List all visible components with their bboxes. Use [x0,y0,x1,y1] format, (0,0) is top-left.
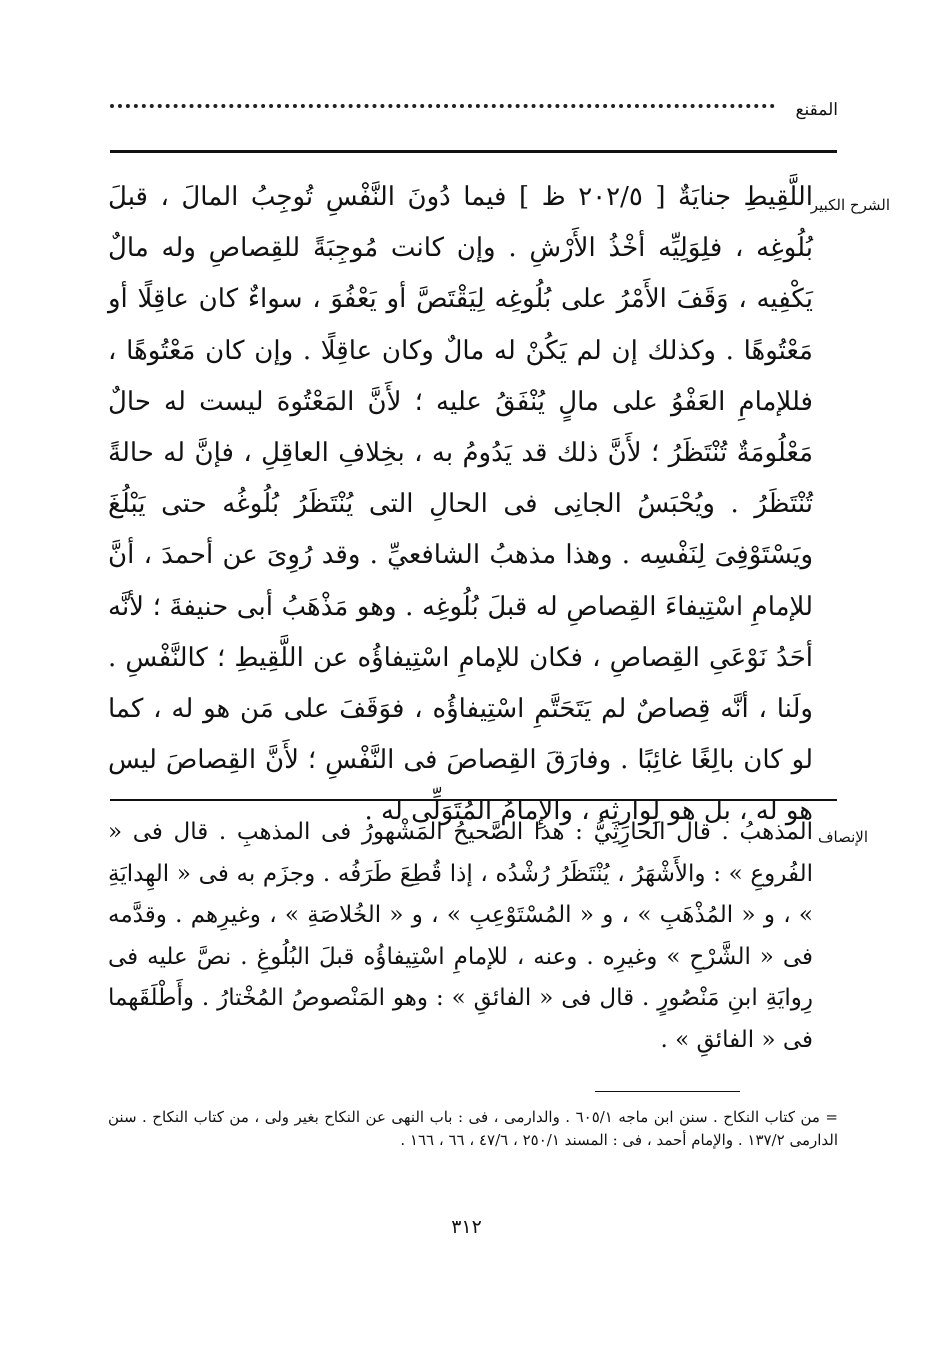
footnote-rule [595,1091,740,1092]
running-title: المقنع [795,100,838,120]
insaf-section-label: الإنصاف [817,828,868,846]
main-section-label: الشرح الكبير [810,196,890,214]
main-commentary-text: اللَّقِيطِ جنايَةٌ [ ٢٠٢/٥ ظ ] فيما دُونَ النَّفْسِ تُوجِبُ المالَ ، قبلَ بُلُوغِه ، فلِوَلِيِّه أخْذُ الأَرْشِ . وإن كانت مُوجِبَةً للقِصاصِ وله مالٌ يَكْفِيه ، وَقَفَ الأَمْرُ على بُلُوغِه لِيَقْتَصَّ أو يَعْفُوَ ، سواءٌ كان عاقِلًا أو مَعْتُوهًا . وكذلك إن لم يَكُنْ له مالٌ وكان عاقِلًا . وإن كان مَعْتُوهًا ، فللإمامِ العَفْوُ على مالٍ يُنْفَقُ عليه ؛ لأَنَّ المَعْتُوهَ ليست له حالٌ مَعْلُومَةٌ تُنْتَظَرُ ؛ لأَنَّ ذلك قد يَدُومُ به ، بخِلافِ العاقِلِ ، فإنَّ له حالةً تُنْتَظَرُ . ويُحْبَسُ الجانِى فى الحالِ التى يُنْتَظَرُ بُلُوغُه حتى يَبْلُغَ ويَسْتَوْفِىَ لِنَفْسِه . وهذا مذهبُ الشافعيِّ . وقد رُوِىَ عن أحمدَ ، أنَّ للإمامِ اسْتِيفاءَ القِصاصِ له قبلَ بُلُوغِه . وهو مَذْهَبُ أبى حنيفةَ ؛ لأنَّه أحَدُ نَوْعَىِ القِصاصِ ، فكان للإمامِ اسْتِيفاؤُه عن اللَّقِيطِ ؛ كالنَّفْسِ . ولَنا ، أنَّه قِصاصٌ لم يَتَحَتَّمِ اسْتِيفاؤُه ، فوَقَفَ على مَن هو له ، كما لو كان بالِغًا غائِبًا . وفارَقَ القِصاصَ فى النَّفْسِ ؛ لأَنَّ القِصاصَ ليس هو له ، بل هو لِوارِثِه ، والإِمامُ المُتَوَلِّى له . [108,182,813,827]
header-rule [110,150,837,153]
footnote-text: = من كتاب النكاح . سنن ابن ماجه ٦٠٥/١ . والدارمى ، فى : باب النهى عن النكاح بغير ولى ، من كتاب النكاح . سنن الدارمى ١٣٧/٢ . والإمام أحمد ، فى : المسند ٢٥٠/١ ، ٤٧/٦ ، ٦٦ ، ١٦٦ . [108,1108,838,1149]
dotted-leader [110,104,775,108]
section-divider [110,799,837,801]
page-number: ٣١٢ [451,1216,482,1238]
insaf-text: المذهبُ . قال الحارِثِيُّ : هذا الصَّحيحُ المَشْهورُ فى المذهبِ . قال فى « الفُروعِ » : والأَشْهَرُ ، يُنْتَظَرُ رُشْدُه ، إذا قُطِعَ طَرَفُه . وجزَم به فى « الهِدايَةِ » ، و « المُذْهَبِ » ، و « المُسْتَوْعِبِ » ، و « الخُلاصَةِ » ، وغيرِهم . وقدَّمه فى « الشَّرْحِ » وغيرِه . وعنه ، للإمامِ اسْتِيفاؤُه قبلَ البُلُوغِ . نصَّ عليه فى رِوايَةِ ابنِ مَنْصُورٍ . قال فى « الفائقِ » : وهو المَنْصوصُ المُخْتارُ . وأَطْلَقَهما فى « الفائقِ » . [108,819,813,1053]
